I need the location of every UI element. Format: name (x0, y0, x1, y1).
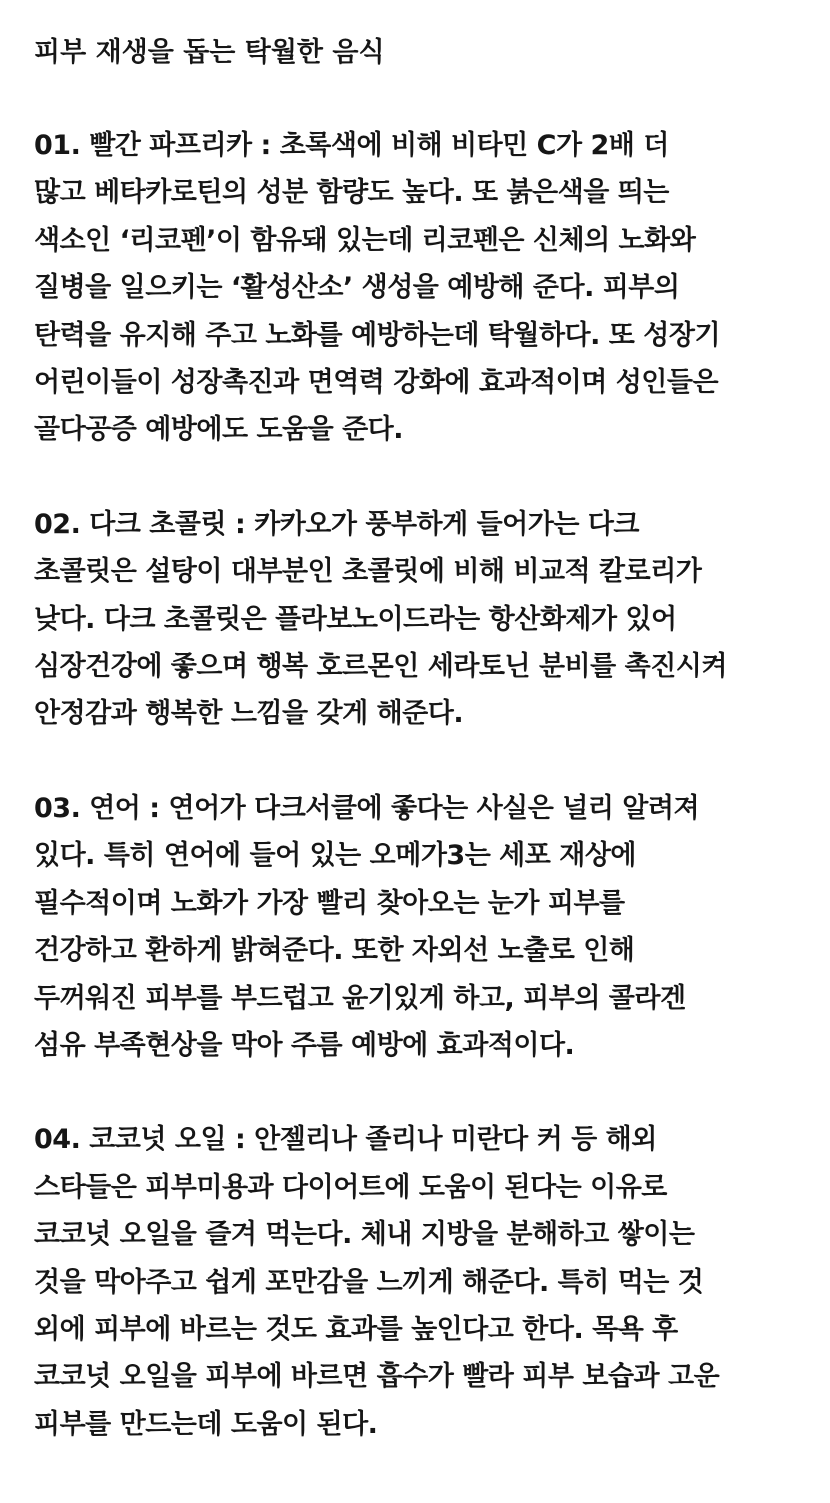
text-line: 02. 다크 초콜릿 : 카카오가 풍부하게 들어가는 다크 (34, 508, 639, 540)
text-line: 초콜릿은 설탕이 대부분인 초콜릿에 비해 비교적 칼로리가 (34, 556, 702, 588)
text-line: 골다공증 예방에도 도움을 준다. (34, 414, 404, 446)
section-salmon (34, 785, 814, 1069)
text-line: 색소인 ‘리코펜’이 함유돼 있는데 리코펜은 신체의 노화와 (34, 224, 696, 256)
text-line: 안정감과 행복한 느낌을 갖게 해준다. (34, 698, 464, 730)
text-line: 많고 베타카로틴의 성분 함량도 높다. 또 붉은색을 띄는 (34, 177, 669, 209)
text-line: 낮다. 다크 초콜릿은 플라보노이드라는 항산화제가 있어 (34, 603, 677, 635)
section-paprika (34, 122, 814, 454)
text-line: 01. 빨간 파프리카 : 초록색에 비해 비타민 C가 2배 더 (34, 130, 669, 161)
text-line: 탄력을 유지해 주고 노화를 예방하는데 탁월하다. 또 성장기 (34, 319, 721, 351)
text-line: 심장건강에 좋으며 행복 호르몬인 세라토닌 분비를 촉진시켜 (34, 651, 727, 683)
spacer (34, 1069, 814, 1116)
section-dark-chocolate (34, 501, 814, 738)
text-line: 어린이들이 성장촉진과 면역력 강화에 효과적이며 성인들은 (34, 367, 719, 399)
text-line: 두꺼워진 피부를 부드럽고 윤기있게 하고, 피부의 콜라겐 (34, 982, 686, 1014)
text-line: 코코넛 오일을 즐겨 먹는다. 체내 지방을 분해하고 쌓이는 (34, 1219, 695, 1251)
spacer (34, 454, 814, 501)
text-line: 섬유 부족현상을 막아 주름 예방에 효과적이다. (34, 1029, 575, 1061)
text-line: 외에 피부에 바르는 것도 효과를 높인다고 한다. 목욕 후 (34, 1313, 678, 1345)
spacer (34, 738, 814, 785)
section-coconut-oil (34, 1116, 814, 1448)
text-line: 피부를 만드는데 도움이 된다. (34, 1408, 378, 1440)
text-line: 코코넛 오일을 피부에 바르면 흡수가 빨라 피부 보습과 고운 (34, 1361, 720, 1393)
article (34, 30, 814, 1448)
article-title: 피부 재생을 돕는 탁월한 음식 (34, 37, 385, 68)
text-line: 건강하고 환하게 밝혀준다. 또한 자외선 노출로 인해 (34, 935, 635, 967)
text-line: 스타들은 피부미용과 다이어트에 도움이 된다는 이유로 (34, 1171, 667, 1203)
text-line: 질병을 일으키는 ‘활성산소’ 생성을 예방해 준다. 피부의 (34, 272, 680, 304)
spacer (34, 76, 814, 122)
text-line: 있다. 특히 연어에 들어 있는 오메가3는 세포 재상에 (34, 840, 636, 872)
text-line: 것을 막아주고 쉽게 포만감을 느끼게 해준다. 특히 먹는 것 (34, 1266, 704, 1298)
text-line: 필수적이며 노화가 가장 빨리 찾아오는 눈가 피부를 (34, 887, 625, 919)
text-line: 03. 연어 : 연어가 다크서클에 좋다는 사실은 널리 알려져 (34, 792, 700, 824)
text-line: 04. 코코넛 오일 : 안젤리나 졸리나 미란다 커 등 해외 (34, 1124, 657, 1156)
